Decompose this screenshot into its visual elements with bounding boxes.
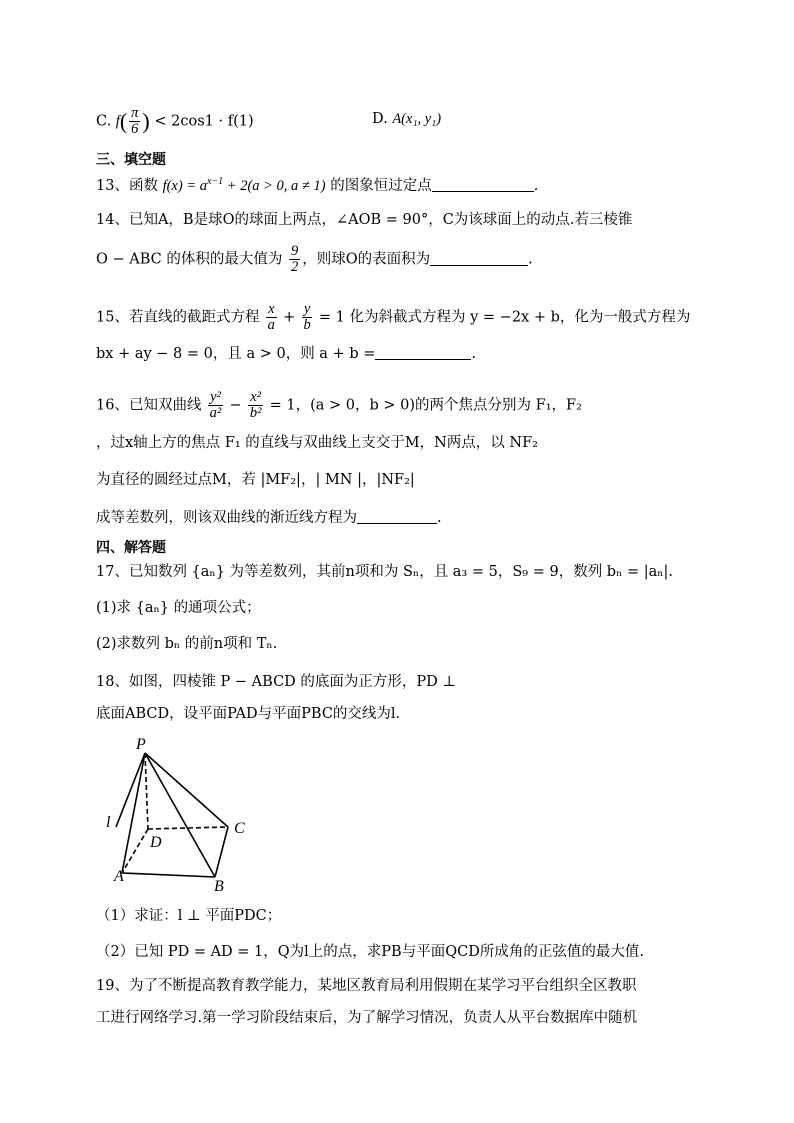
question-15-line1: 15、若直线的截距式方程 $\frac{x}{a}$ + $\frac{y}{b}$ = 1 化为斜截式方程为 y = −2x + b，化为一般式方程为 — [96, 301, 691, 334]
question-16-line2: ，过x轴上方的焦点 F₁ 的直线与双曲线上支交于M，N两点，以 NF₂ — [96, 435, 538, 451]
line-l — [116, 753, 145, 827]
edge-BC — [215, 827, 228, 877]
edge-PA — [122, 753, 145, 873]
question-14-line2: O − ABC 的体积的最大值为 $\frac{9}{2}$ ，则球O的表面积为 . — [96, 243, 533, 276]
edge-PD — [145, 753, 148, 829]
fraction-9-2: $\frac{9}{2}$ — [290, 243, 299, 276]
edge-AB — [122, 873, 215, 877]
question-17-part1: (1)求 {aₙ} 的通项公式； — [96, 600, 261, 616]
question-16-line1: 16、已知双曲线 $\frac{\text{y²}}{\text{a²}}$ − $\frac{\text{x²}}{\text{b²}}$ = 1，(a > 0，b > 0)的两个焦点分别为 F₁，F₂ — [96, 389, 582, 422]
question-17-part2: (2)求数列 bₙ 的前n项和 Tₙ. — [96, 636, 278, 652]
question-16-line3: 为直径的圆经过点M，若 |MF₂|，| MN |，|NF₂| — [96, 472, 415, 488]
section-title-solve: 四、解答题 — [96, 540, 166, 556]
question-19-line2: 工进行网络学习.第一学习阶段结束后，为了解学习情况，负责人从平台数据库中随机 — [96, 1010, 638, 1026]
answer-blank-14[interactable] — [430, 251, 528, 266]
label-B: B — [214, 878, 224, 895]
label-l: l — [106, 814, 111, 831]
question-14-line1: 14、已知A，B是球O的球面上两点，∠AOB = 90°，C为该球面上的动点.若三棱锥 — [96, 212, 633, 228]
option-d: D. A(x₁, y₁) — [372, 111, 442, 127]
question-15-line2: bx + ay − 8 = 0，且 a > 0，则 a + b = . — [96, 346, 476, 362]
question-19-line1: 19、为了不断提高教育教学能力，某地区教育局利用假期在某学习平台组织全区教职 — [96, 978, 637, 994]
label-C: C — [234, 820, 245, 837]
question-18-line2: 底面ABCD，设平面PAD与平面PBC的交线为l. — [96, 706, 401, 722]
option-c-fraction: $\frac{\pi}{6}$ — [131, 105, 139, 138]
question-18-part1: （1）求证：l ⊥ 平面PDC； — [96, 908, 282, 924]
option-c: C. f( $\frac{\pi}{6}$ ) < 2cos1 · f(1) — [96, 105, 254, 138]
option-c-label: C. — [96, 113, 112, 130]
edge-PC — [145, 753, 228, 827]
label-A: A — [114, 868, 124, 885]
question-17-line1: 17、已知数列 {aₙ} 为等差数列，其前n项和为 Sₙ，且 a₃ = 5，S₉ = 9，数列 bₙ = |aₙ|. — [96, 564, 674, 580]
answer-blank-15[interactable] — [375, 345, 471, 360]
question-16-line4: 成等差数列，则该双曲线的渐近线方程为 . — [96, 510, 442, 526]
answer-blank-16[interactable] — [357, 509, 437, 524]
pyramid-figure — [100, 735, 270, 895]
answer-blank-13[interactable] — [432, 177, 534, 192]
label-P: P — [136, 736, 146, 753]
question-13: 13、函数 $f(x) = a^{x-1} + 2(a > 0$, a ≠ 1) 的图象恒过定点 . — [96, 176, 539, 194]
label-D: D — [150, 834, 162, 851]
option-c-f: f — [115, 113, 120, 130]
edge-PB — [145, 753, 215, 877]
option-c-rest: < 2cos1 · f — [149, 113, 234, 130]
question-18-line1: 18、如图，四棱锥 P − ABCD 的底面为正方形，PD ⊥ — [96, 674, 457, 690]
question-18-part2: （2）已知 PD = AD = 1，Q为l上的点，求PB与平面QCD所成角的正弦值的最大值. — [96, 944, 644, 960]
section-title-fill-in: 三、填空题 — [96, 152, 166, 168]
